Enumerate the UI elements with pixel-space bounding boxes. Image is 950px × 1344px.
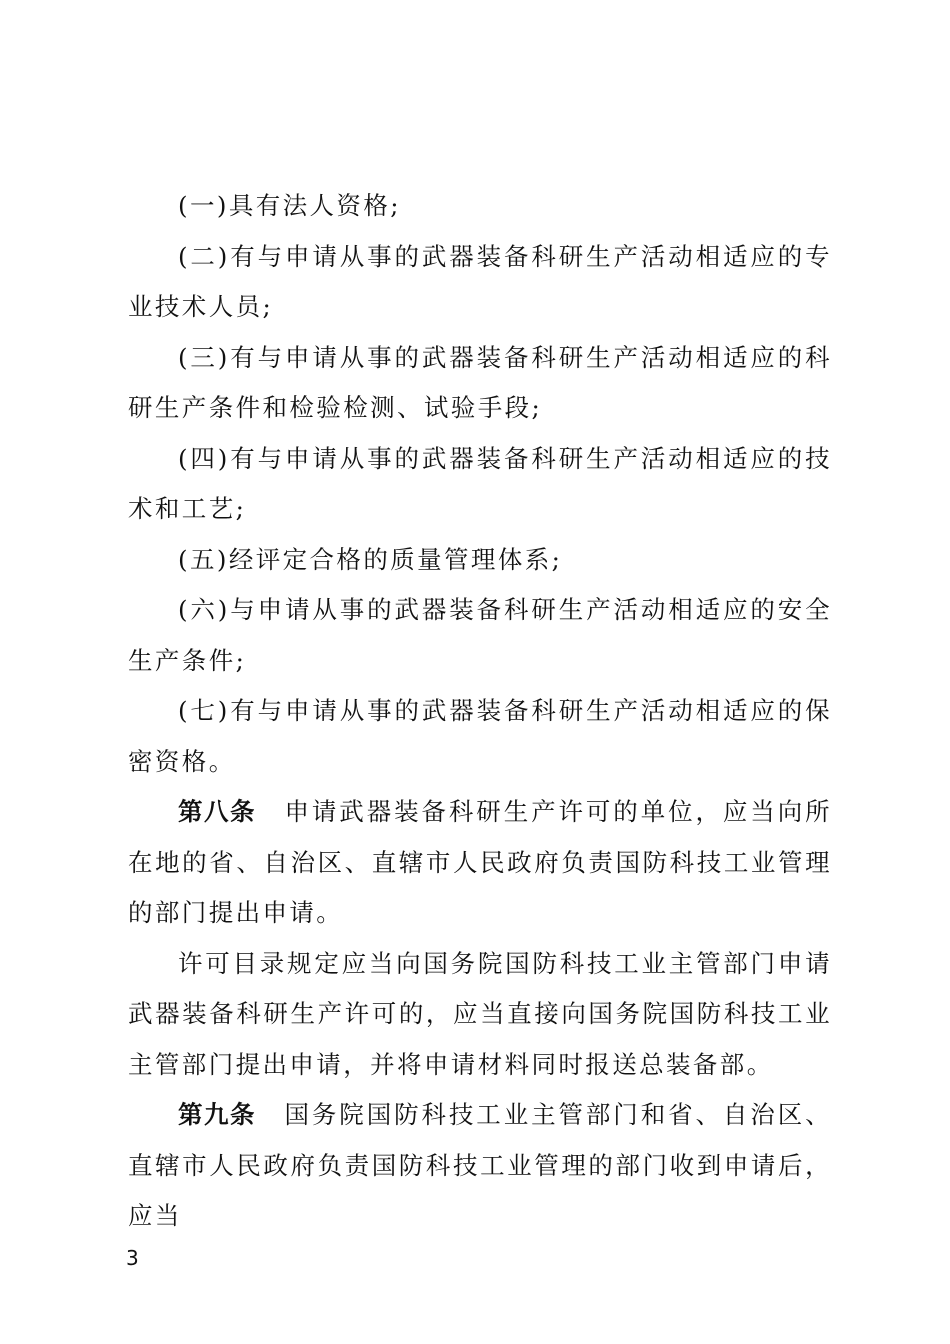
document-body [128, 181, 832, 1242]
article-9 [128, 1090, 832, 1242]
article-8 [128, 787, 832, 939]
condition-item-6: (六)与申请从事的武器装备科研生产活动相适应的安全生产条件; [128, 595, 832, 675]
article-8-paragraph-2: 许可目录规定应当向国务院国防科技工业主管部门申请武器装备科研生产许可的，应当直接向国务院国防科技工业主管部门提出申请，并将申请材料同时报送总装备部。 [128, 948, 832, 1079]
article-8-text: 申请武器装备科研生产许可的单位，应当向所在地的省、自治区、直辖市人民政府负责国防科技工业管理的部门提出申请。 [128, 797, 832, 927]
page-number: 3 [126, 1246, 139, 1270]
condition-item-1: (一)具有法人资格; [178, 191, 401, 220]
article-9-text: 国务院国防科技工业主管部门和省、自治区、直辖市人民政府负责国防科技工业管理的部门收到申请后，应当 [128, 1100, 832, 1230]
condition-item-5: (五)经评定合格的质量管理体系; [178, 544, 563, 574]
article-9-label: 第九条 [178, 1100, 256, 1129]
condition-item-7: (七)有与申请从事的武器装备科研生产活动相适应的保密资格。 [128, 696, 832, 776]
condition-item-3: (三)有与申请从事的武器装备科研生产活动相适应的科研生产条件和检验检测、试验手段; [128, 342, 832, 422]
condition-item-2: (二)有与申请从事的武器装备科研生产活动相适应的专业技术人员; [128, 241, 832, 321]
condition-item-4: (四)有与申请从事的武器装备科研生产活动相适应的技术和工艺; [128, 443, 832, 523]
article-8-label: 第八条 [178, 797, 256, 826]
